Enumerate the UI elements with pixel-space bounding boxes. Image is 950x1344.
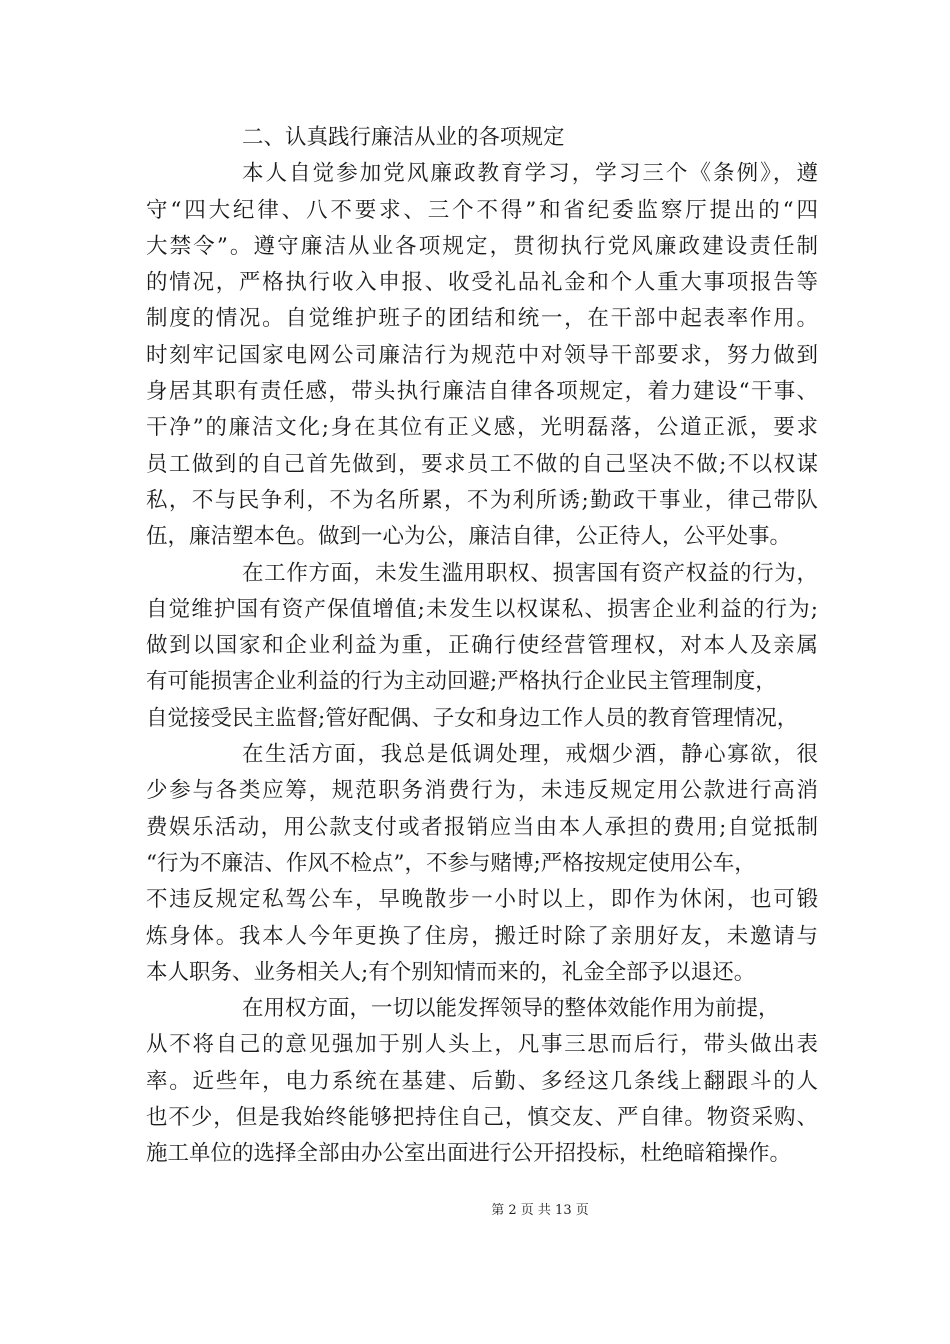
- text-line: 伍，廉洁塑本色。做到一心为公，廉洁自律，公正待人，公平处事。: [146, 524, 792, 550]
- text-line: 率。近些年，电力系统在基建、后勤、多经这几条线上翻跟斗的人: [146, 1068, 818, 1094]
- text-line: 自觉维护国有资产保值增值;未发生以权谋私、损害企业利益的行为;: [146, 596, 818, 622]
- text-line: 在工作方面，未发生滥用职权、损害国有资产权益的行为，: [242, 560, 818, 586]
- text-line: 在用权方面，一切以能发挥领导的整体效能作用为前提，: [242, 996, 780, 1022]
- text-line: 的情况，严格执行收入申报、收受礼品礼金和个人重大事项报告等: [146, 270, 818, 296]
- text-line: 施工单位的选择全部由办公室出面进行公开招投标，杜绝暗箱操作。: [146, 1141, 792, 1167]
- text-line: 员工做到的自己首先做到，要求员工不做的自己坚决不做;不以权谋: [146, 451, 818, 477]
- text-line: 二、认真践行廉洁从业的各项规定: [242, 125, 565, 150]
- text-line: 也不少，但是我始终能够把持住自己，慎交友、严自律。物资采购、: [146, 1105, 818, 1131]
- text-line: 身居其职有责任感，带头执行廉洁自律各项规定，着力建设“干事、: [146, 379, 818, 405]
- document-body: [146, 120, 818, 1173]
- text-line: 本人职务、业务相关人;有个别知情而来的，礼金全部予以退还。: [146, 959, 756, 985]
- text-line: 守“四大纪律、八不要求、三个不得”和省纪委监察厅提出的“四: [146, 197, 818, 223]
- text-line: 在生活方面，我总是低调处理，戒烟少酒，静心寡欲，很: [242, 742, 818, 768]
- text-line: 时刻牢记国家电网公司廉洁行为规范中对领导干部要求，努力做到: [146, 342, 818, 368]
- text-line: 费娱乐活动，用公款支付或者报销应当由本人承担的费用;自觉抵制: [146, 814, 818, 840]
- text-line: 少参与各类应筹，规范职务消费行为，未违反规定用公款进行高消: [146, 778, 818, 804]
- text-line: 从不将自己的意见强加于别人头上，凡事三思而后行，带头做出表: [146, 1032, 818, 1058]
- text-line: 做到以国家和企业利益为重，正确行使经营管理权，对本人及亲属: [146, 633, 818, 659]
- text-line: 自觉接受民主监督;管好配偶、子女和身边工作人员的教育管理情况，: [146, 705, 799, 731]
- text-line: 有可能损害企业利益的行为主动回避;严格执行企业民主管理制度，: [146, 669, 777, 695]
- text-line: “行为不廉洁、作风不检点”，不参与赌博;严格按规定使用公车，: [146, 850, 756, 876]
- text-line: 干净”的廉洁文化;身在其位有正义感，光明磊落，公道正派，要求: [146, 415, 818, 441]
- text-line: 本人自觉参加党风廉政教育学习，学习三个《条例》，遵: [242, 161, 818, 187]
- text-line: 不违反规定私驾公车，早晚散步一小时以上，即作为休闲，也可锻: [146, 887, 818, 913]
- text-line: 大禁令”。遵守廉洁从业各项规定，贯彻执行党风廉政建设责任制: [146, 233, 818, 259]
- text-line: 制度的情况。自觉维护班子的团结和统一，在干部中起表率作用。: [146, 306, 818, 332]
- text-line: 炼身体。我本人今年更换了住房，搬迁时除了亲朋好友，未邀请与: [146, 923, 818, 949]
- text-line: 私，不与民争利，不为名所累，不为利所诱;勤政干事业，律己带队: [146, 487, 818, 513]
- page-footer: 第 2 页 共 13 页: [491, 1203, 589, 1218]
